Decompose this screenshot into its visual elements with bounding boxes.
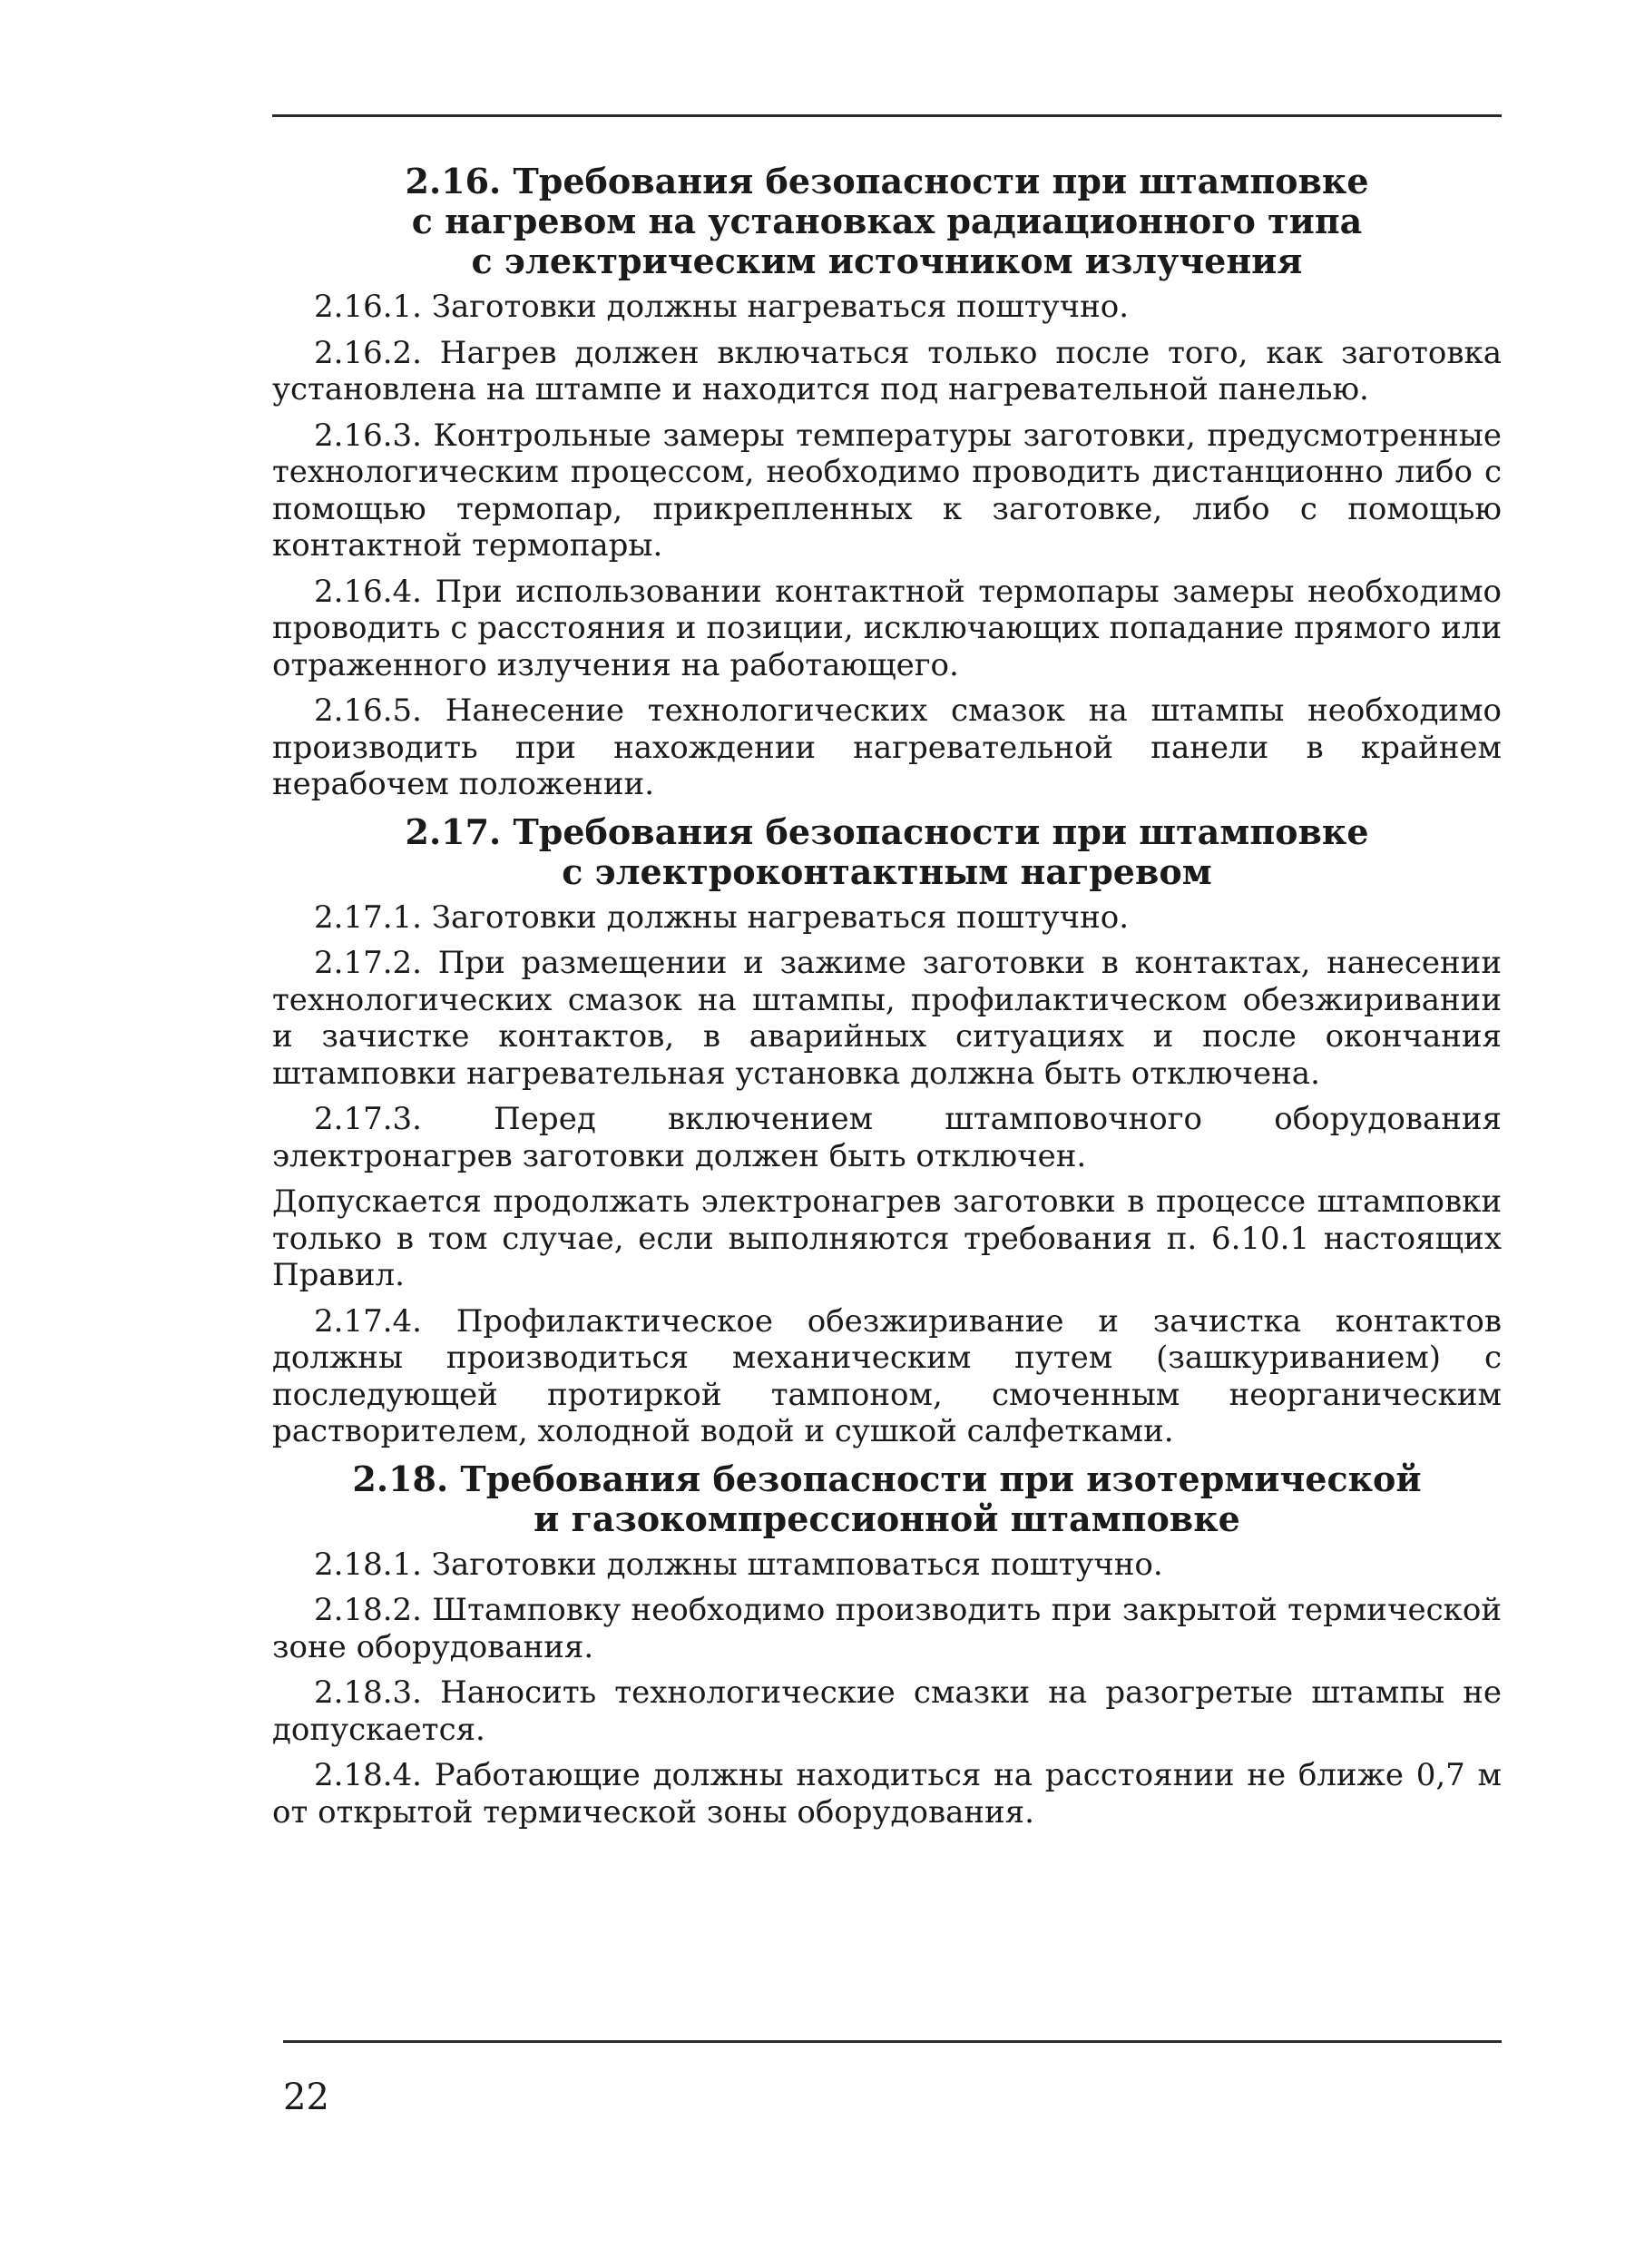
section-title-line: и газокомпрессионной штамповке (534, 1497, 1240, 1539)
paragraph: 2.18.4. Работающие должны находиться на расстоянии не ближе 0,7 м от открытой термической зоны оборудования. (272, 1757, 1502, 1831)
section-title-line: с нагревом на установках радиационного типа (411, 201, 1363, 241)
paragraph: 2.18.2. Штамповку необходимо производить при закрытой термической зоне оборудования. (272, 1592, 1502, 1665)
section-title-line: 2.17. Требования безопасности при штамповке (405, 810, 1369, 852)
section-title (272, 812, 1502, 892)
bottom-divider (283, 2040, 1502, 2043)
paragraph: 2.16.1. Заготовки должны нагреваться поштучно. (314, 289, 1130, 325)
section-2-17 (272, 812, 1502, 1450)
section-title-line: с электрическим источником излучения (471, 241, 1303, 281)
paragraph: 2.16.2. Нагрев должен включаться только после того, как заготовка установлена на штампе и находится под нагревательной панелью. (272, 334, 1502, 407)
page-number: 22 (283, 2077, 329, 2118)
section-title-line: 2.18. Требования безопасности при изотермической (352, 1458, 1422, 1499)
page-content (272, 162, 1502, 1840)
paragraph: 2.16.3. Контрольные замеры температуры заготовки, предусмотренные технологическим процессом, необходимо проводить дистанционно либо с помощью термопар, прикрепленных к заготовке, либо с помощью контактной термопары. (272, 417, 1502, 564)
section-title-line: с электроконтактным нагревом (562, 850, 1212, 892)
paragraph: 2.18.1. Заготовки должны штамповаться поштучно. (314, 1546, 1163, 1583)
paragraph: 2.16.4. При использовании контактной термопары замеры необходимо проводить с расстояния и позиции, исключающих попадание прямого или отраженного излучения на работающего. (272, 573, 1502, 683)
paragraph: 2.17.3. Перед включением штамповочного оборудования электронагрев заготовки должен быть отключен. (272, 1101, 1502, 1174)
paragraph: 2.17.2. При размещении и зажиме заготовки в контактах, нанесении технологических смазок на штампы, профилактическом обезжиривании и зачистке контактов, в аварийных ситуациях и после окончания штамповки нагревательная установка должна быть отключена. (272, 945, 1502, 1092)
paragraph: Допускается продолжать электронагрев заготовки в процессе штамповки только в том случае, если выполняются требования п. 6.10.1 настоящих Правил. (272, 1183, 1502, 1293)
section-2-16 (272, 162, 1502, 803)
paragraph: 2.16.5. Нанесение технологических смазок на штампы необходимо производить при нахождении нагревательной панели в крайнем нерабочем положении. (272, 692, 1502, 802)
section-title-line: 2.16. Требования безопасности при штамповке (405, 161, 1369, 201)
paragraph: 2.18.3. Наносить технологические смазки на разогретые штампы не допускается. (272, 1674, 1502, 1748)
section-title (272, 1459, 1502, 1539)
document-page (272, 107, 1502, 2194)
top-divider (272, 114, 1502, 117)
paragraph: 2.17.4. Профилактическое обезжиривание и зачистка контактов должны производиться механическим путем (зашкуриванием) с последующей протиркой тампоном, смоченным неорганическим растворителем, холодной водой и сушкой салфетками. (272, 1302, 1502, 1449)
section-2-18 (272, 1459, 1502, 1831)
paragraph: 2.17.1. Заготовки должны нагреваться поштучно. (314, 898, 1130, 936)
section-title (272, 162, 1502, 281)
